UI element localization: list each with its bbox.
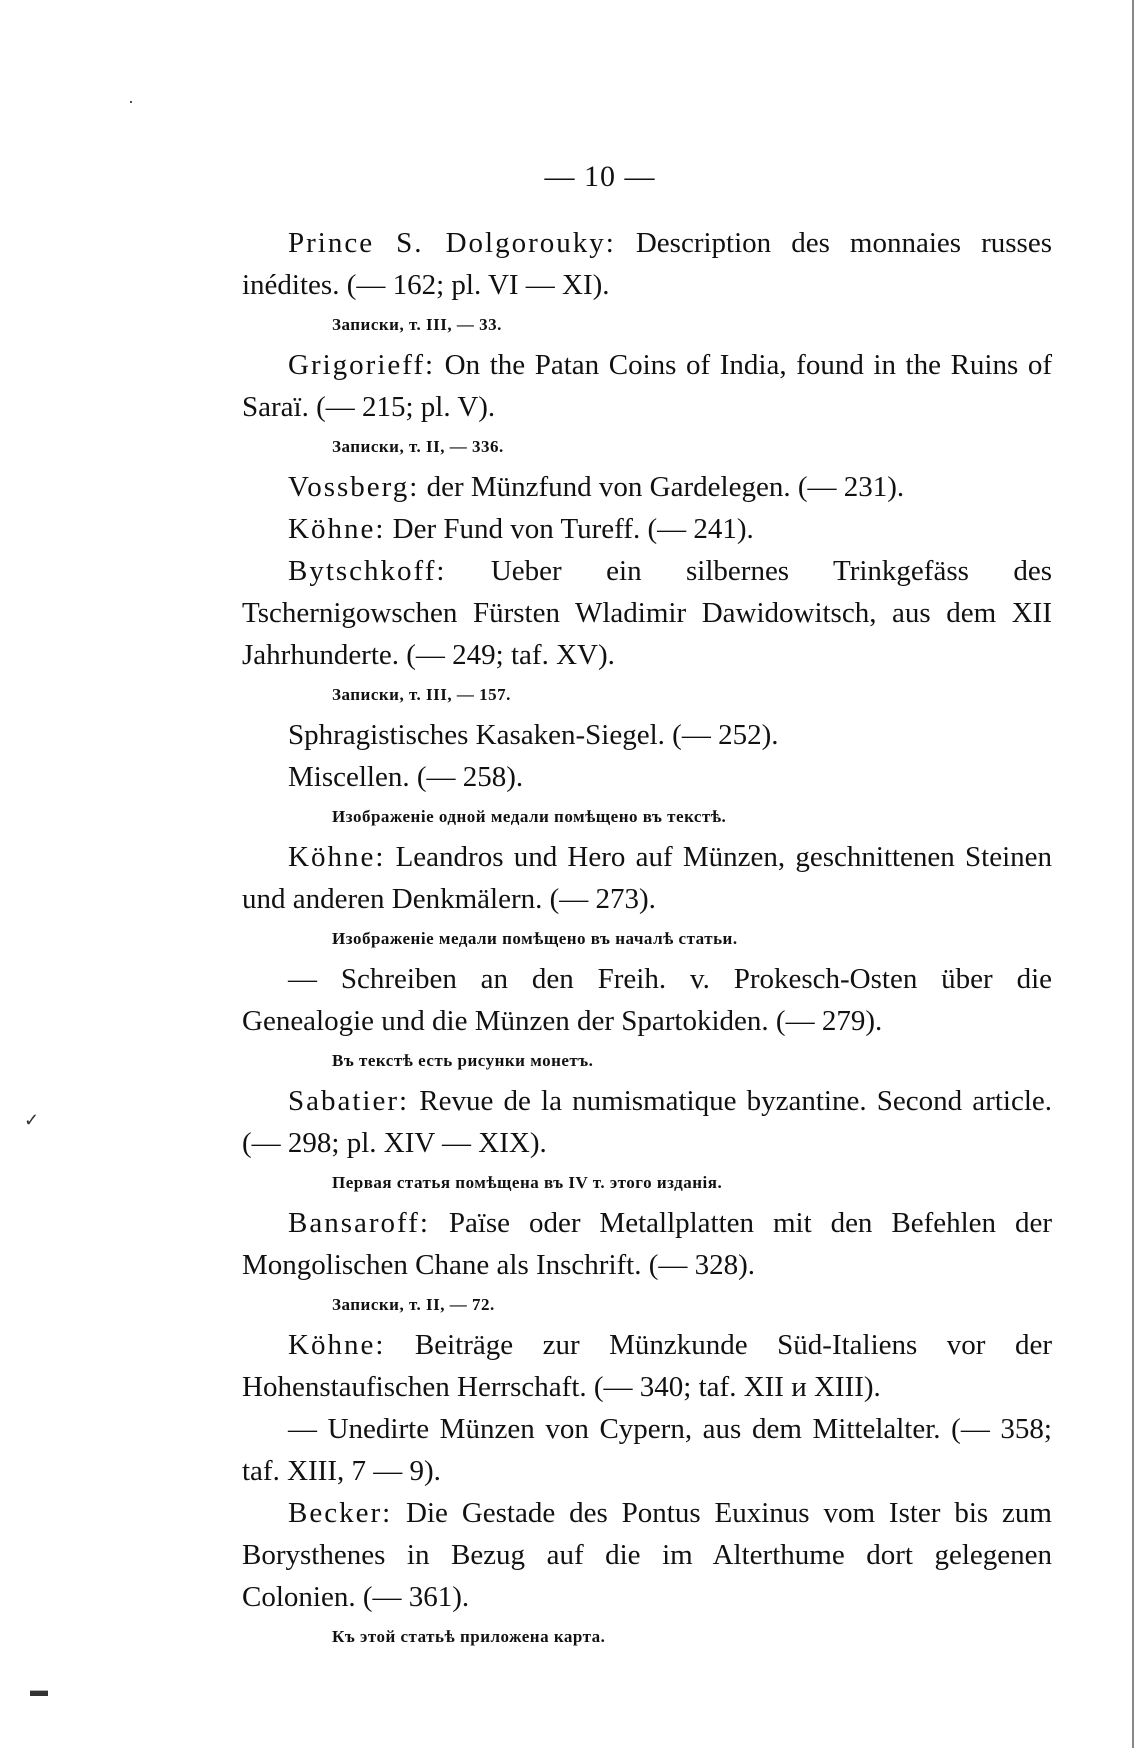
entry-kohne-tureff	[242, 508, 1052, 550]
entry-vossberg	[242, 466, 1052, 508]
scan-speck: ·	[128, 92, 134, 112]
entry-text: Païse oder Metallplatten mit den Befehlen der Mongolischen Chane als Inschrift. (— 328).	[242, 1207, 1052, 1281]
entry-text: On the Patan Coins of India, found in the Ruins of Saraï. (— 215; pl. V).	[242, 349, 1052, 423]
entry-note: Записки, т. III, — 33.	[332, 315, 502, 334]
entry-text: — Unedirte Münzen von Cypern, aus dem Mittelalter. (— 358; taf. XIII, 7 — 9).	[242, 1413, 1052, 1487]
entry-author: Bansaroff:	[288, 1207, 430, 1239]
entry-author: Vossberg:	[288, 471, 420, 503]
entry-bytschkoff	[242, 550, 1052, 676]
page-edge-rule	[1132, 0, 1134, 1748]
entry-note: Къ этой статьѣ приложена карта.	[332, 1627, 606, 1646]
entry-text: der Münzfund von Gardelegen. (— 231).	[419, 471, 905, 503]
entry-note: Изображеніе одной медали помѣщено въ текстѣ.	[332, 807, 727, 826]
entry-kohne-beitrage	[242, 1324, 1052, 1408]
entry-author: Köhne:	[288, 513, 386, 545]
entry-becker	[242, 1492, 1052, 1618]
entry-text: Leandros und Hero auf Münzen, geschnittenen Steinen und anderen Denkmälern. (— 273).	[242, 841, 1052, 915]
entry-author: Becker:	[288, 1497, 393, 1529]
entry-author: Grigorieff:	[288, 349, 436, 381]
entry-text: Revue de la numismatique byzantine. Second article. (— 298; pl. XIV — XIX).	[242, 1085, 1052, 1159]
entry-dolgorouky	[242, 222, 1052, 306]
entry-note: Записки, т. II, — 72.	[332, 1295, 495, 1314]
scan-speck: ✓	[24, 1110, 40, 1130]
entry-author: Bytschkoff:	[288, 555, 447, 587]
entry-unedirte	[242, 1408, 1052, 1492]
entry-sabatier	[242, 1080, 1052, 1164]
entry-text: — Schreiben an den Freih. v. Prokesch-Osten über die Genealogie und die Münzen der Spartokiden. (— 279).	[242, 963, 1052, 1037]
entry-author: Prince S. Dolgorouky:	[288, 227, 616, 259]
entry-sphragistisches	[242, 714, 1052, 756]
entry-note: Первая статья помѣщена въ IV т. этого изданія.	[332, 1173, 723, 1192]
entry-author: Köhne:	[288, 841, 386, 873]
entry-text: Description des monnaies russes inédites. (— 162; pl. VI — XI).	[242, 227, 1052, 301]
entry-text: Ueber ein silbernes Trinkgefäss des Tschernigowschen Fürsten Wladimir Dawidowitsch, aus dem XII Jahrhunderte. (— 249; taf. XV).	[242, 555, 1052, 671]
entry-schreiben	[242, 958, 1052, 1042]
page-number: — 10 —	[544, 160, 656, 193]
entry-note: Записки, т. III, — 157.	[332, 685, 511, 704]
bibliography-list	[242, 222, 1052, 1656]
entry-kohne-leandros	[242, 836, 1052, 920]
entry-note: Изображеніе медали помѣщено въ началѣ статьи.	[332, 929, 738, 948]
entry-grigorieff	[242, 344, 1052, 428]
entry-note: Въ текстѣ есть рисунки монетъ.	[332, 1051, 594, 1070]
scan-speck: ▬	[30, 1680, 48, 1700]
entry-author: Köhne:	[288, 1329, 386, 1361]
entry-text: Die Gestade des Pontus Euxinus vom Ister bis zum Borysthenes in Bezug auf die im Alterthume dort gelegenen Colonien. (— 361).	[242, 1497, 1052, 1613]
entry-text: Beiträge zur Münzkunde Süd-Italiens vor der Hohenstaufischen Herrschaft. (— 340; taf. XII и XIII).	[242, 1329, 1052, 1403]
entry-note: Записки, т. II, — 336.	[332, 437, 504, 456]
entry-text: Miscellen. (— 258).	[288, 761, 524, 793]
entry-author: Sabatier:	[288, 1085, 410, 1117]
entry-text: Sphragistisches Kasaken-Siegel. (— 252).	[288, 719, 779, 751]
entry-miscellen	[242, 756, 1052, 798]
entry-text: Der Fund von Tureff. (— 241).	[385, 513, 754, 545]
entry-bansaroff	[242, 1202, 1052, 1286]
